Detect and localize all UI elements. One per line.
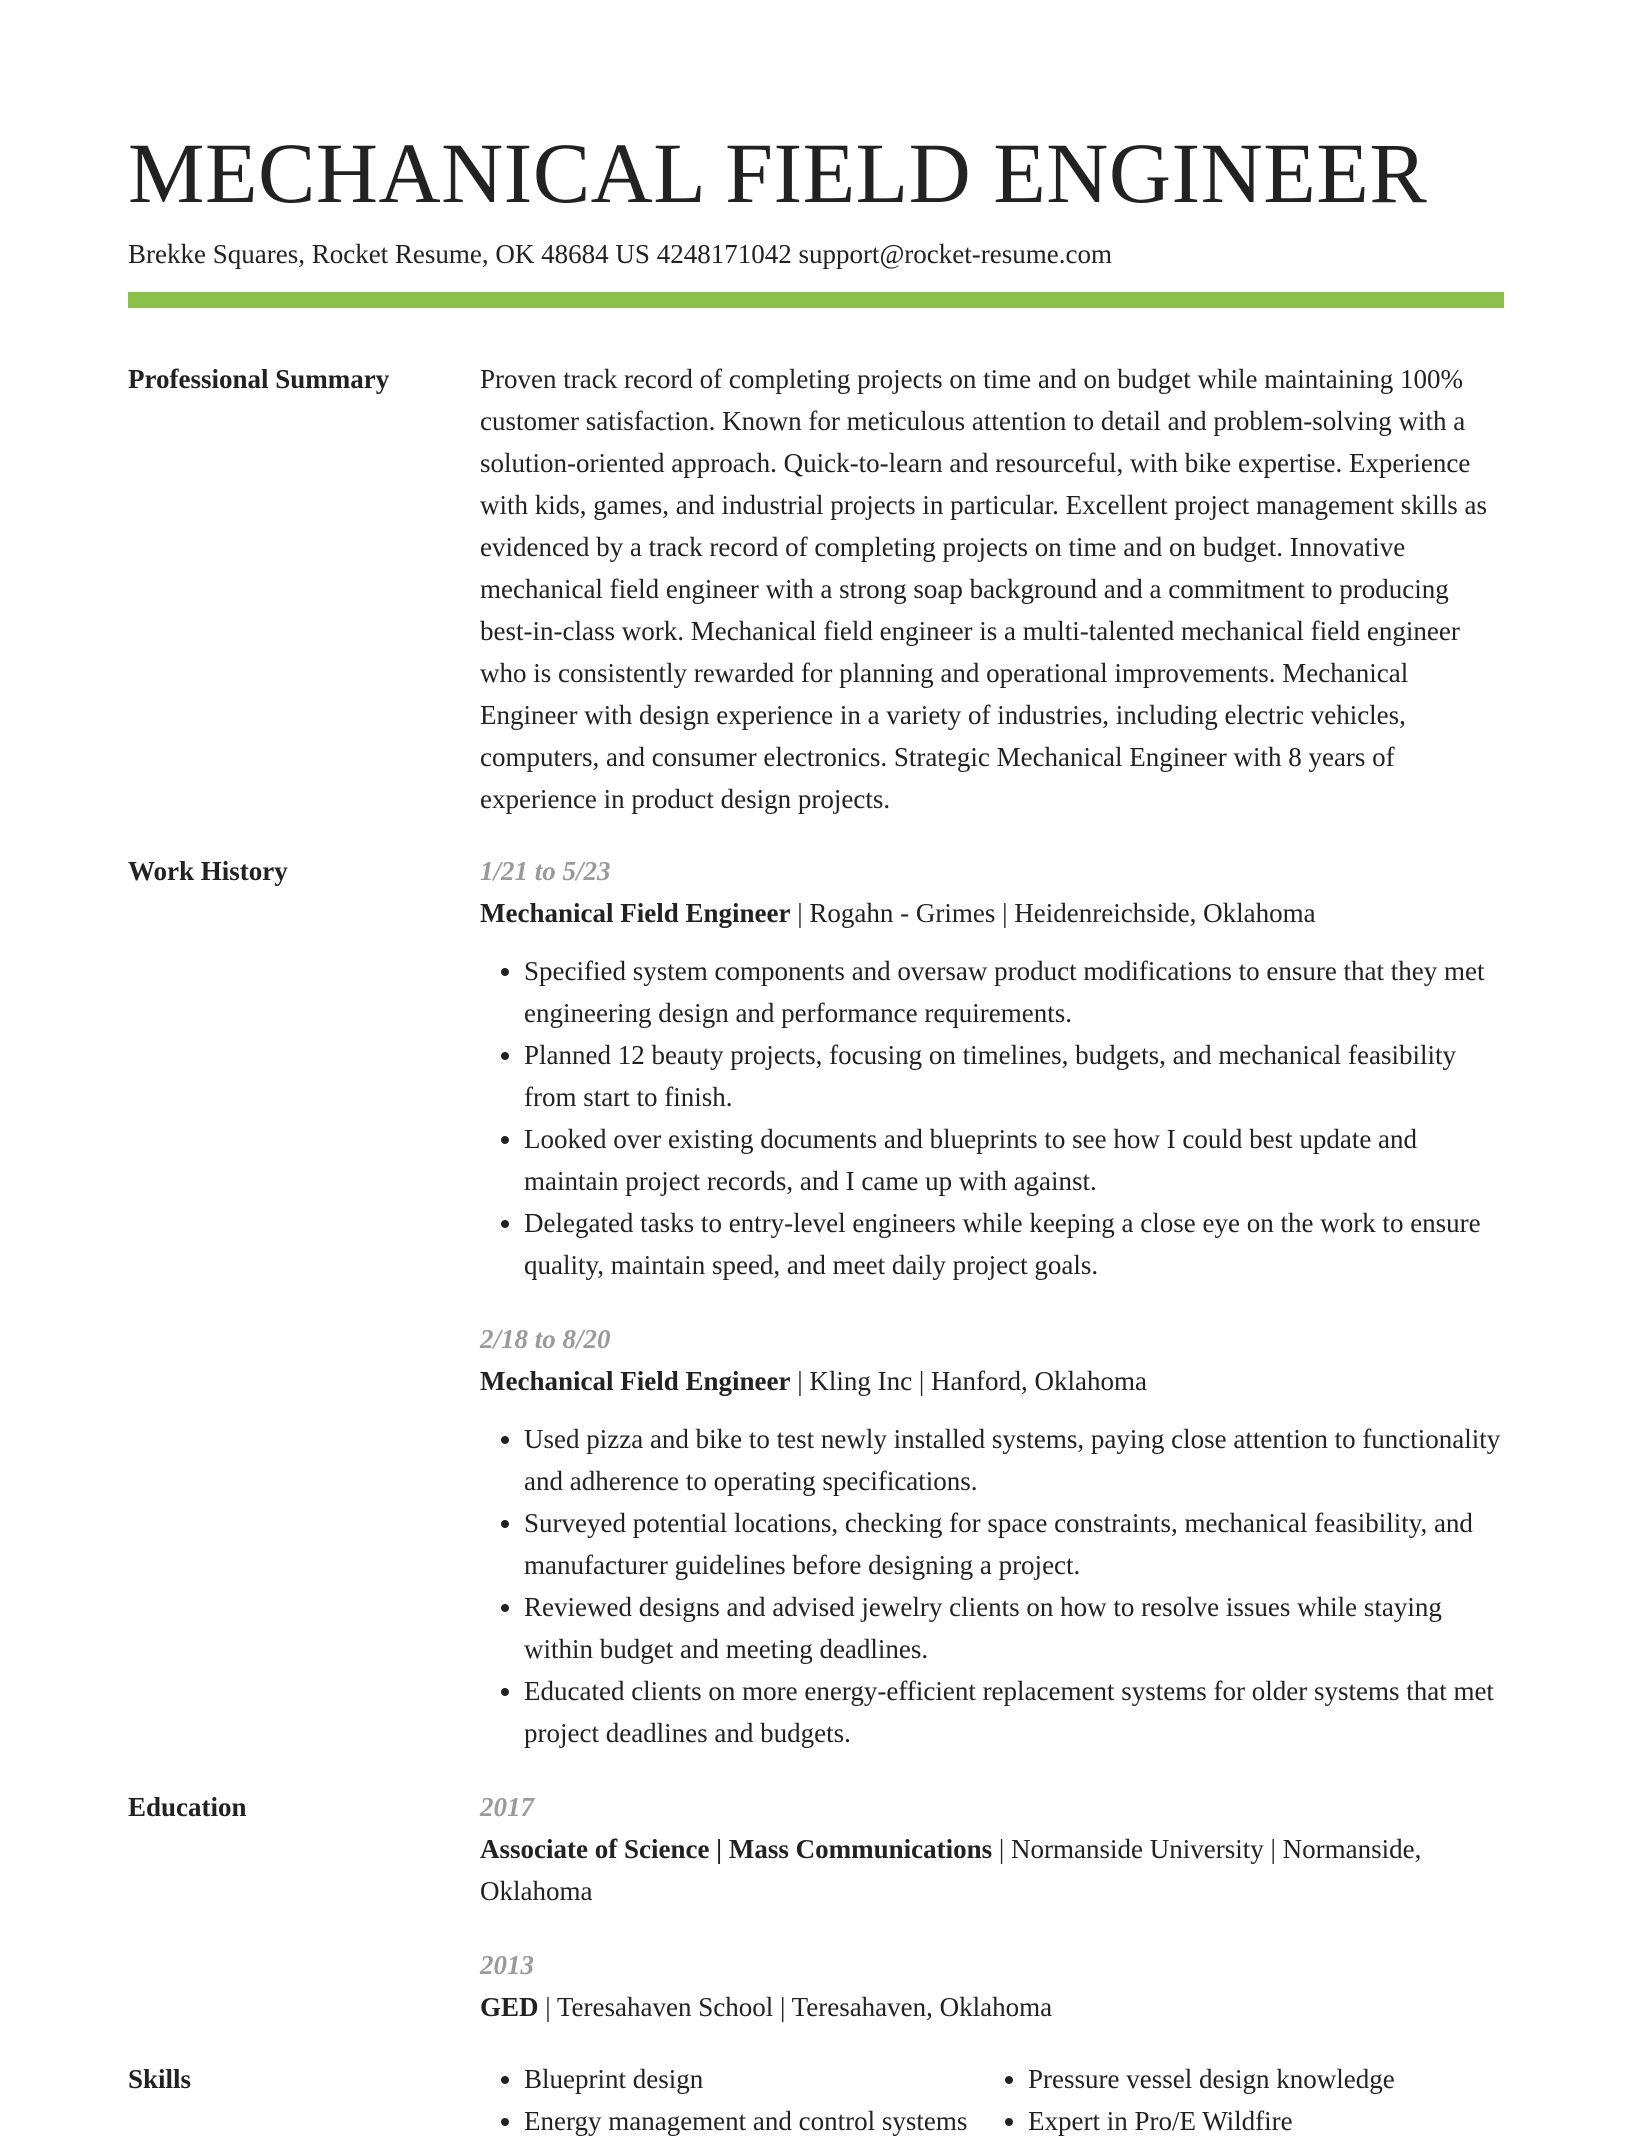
job-title-line <box>480 1360 1504 1402</box>
job-bullets <box>480 950 1504 1286</box>
education-line <box>480 1828 1504 1912</box>
job-role: Mechanical Field Engineer <box>480 1366 791 1396</box>
education-entry <box>480 1786 1504 1912</box>
education-section <box>128 1786 1504 2028</box>
education-year: 2017 <box>480 1792 534 1822</box>
contact-email[interactable]: support@rocket-resume.com <box>798 239 1112 269</box>
education-heading: Education <box>128 1792 247 1822</box>
skills-columns <box>480 2058 1504 2142</box>
skills-list-right <box>984 2058 1488 2142</box>
education-entry <box>480 1944 1504 2028</box>
list-item: • Delegated tasks to entry-level engineers while keeping a close eye on the work to ensure quality, maintain speed, and meet daily project goals. <box>524 1202 1504 1286</box>
job-entry <box>480 1318 1504 1754</box>
job-dates: 1/21 to 5/23 <box>480 856 611 886</box>
contact-line <box>128 236 1504 272</box>
summary-heading: Professional Summary <box>128 364 390 394</box>
education-degree: GED <box>480 1992 539 2022</box>
job-bullets <box>480 1418 1504 1754</box>
summary-section <box>128 358 1504 820</box>
contact-address: Brekke Squares, Rocket Resume, OK 48684 US <box>128 239 650 269</box>
list-item: • Reviewed designs and advised jewelry clients on how to resolve issues while staying within budget and meeting deadlines. <box>524 1586 1504 1670</box>
education-details: | Teresahaven School | Teresahaven, Oklahoma <box>538 1992 1053 2022</box>
work-history-section <box>128 850 1504 1754</box>
skills-section <box>128 2058 1504 2142</box>
list-item: • Educated clients on more energy-efficient replacement systems for older systems that met project deadlines and budgets. <box>524 1670 1504 1754</box>
resume-page <box>128 0 1504 2142</box>
list-item: • Used pizza and bike to test newly installed systems, paying close attention to functionality and adherence to operating specifications. <box>524 1418 1504 1502</box>
work-history-heading: Work History <box>128 856 288 886</box>
job-title-line <box>480 892 1504 934</box>
education-year: 2013 <box>480 1950 534 1980</box>
list-item: • Blueprint design <box>524 2058 984 2100</box>
list-item: • Looked over existing documents and blueprints to see how I could best update and maintain project records, and I came up with against. <box>524 1118 1504 1202</box>
list-item: • Specified system components and oversaw product modifications to ensure that they met engineering design and performance requirements. <box>524 950 1504 1034</box>
resume-name: MECHANICAL FIELD ENGINEER <box>128 125 1428 221</box>
list-item: • Planned 12 beauty projects, focusing on timelines, budgets, and mechanical feasibility from start to finish. <box>524 1034 1504 1118</box>
job-role: Mechanical Field Engineer <box>480 898 791 928</box>
summary-text: Proven track record of completing projects on time and on budget while maintaining 100% customer satisfaction. Known for meticulous attention to detail and problem-solving with a solution-oriented approach. Quick-to-learn and resourceful, with bike expertise. Experience with kids, games, and industrial projects in particular. Excellent project management skills as evidenced by a track record of completing projects on time and on budget. Innovative mechanical field engineer with a strong soap background and a commitment to producing best-in-class work. Mechanical field engineer is a multi-talented mechanical field engineer who is consistently rewarded for planning and operational improvements. Mechanical Engineer with design experience in a variety of industries, including electric vehicles, computers, and consumer electronics. Strategic Mechanical Engineer with 8 years of experience in product design projects. <box>480 364 1487 814</box>
skills-list-left <box>480 2058 984 2142</box>
job-details: | Rogahn - Grimes | Heidenreichside, Oklahoma <box>790 898 1316 928</box>
job-details: | Kling Inc | Hanford, Oklahoma <box>790 1366 1147 1396</box>
header-divider <box>128 292 1504 308</box>
education-details: | Normanside University | Normanside, Oklahoma <box>480 1834 1422 1906</box>
contact-phone: 4248171042 <box>656 239 792 269</box>
list-item: • Energy management and control systems <box>524 2100 984 2142</box>
education-degree: Associate of Science | Mass Communications <box>480 1834 993 1864</box>
job-dates: 2/18 to 8/20 <box>480 1324 611 1354</box>
job-entry <box>480 850 1504 1286</box>
list-item: • Surveyed potential locations, checking for space constraints, mechanical feasibility, and manufacturer guidelines before designing a project. <box>524 1502 1504 1586</box>
list-item: • Expert in Pro/E Wildfire <box>1028 2100 1488 2142</box>
education-line <box>480 1986 1504 2028</box>
list-item: • Pressure vessel design knowledge <box>1028 2058 1488 2100</box>
skills-heading: Skills <box>128 2064 192 2094</box>
